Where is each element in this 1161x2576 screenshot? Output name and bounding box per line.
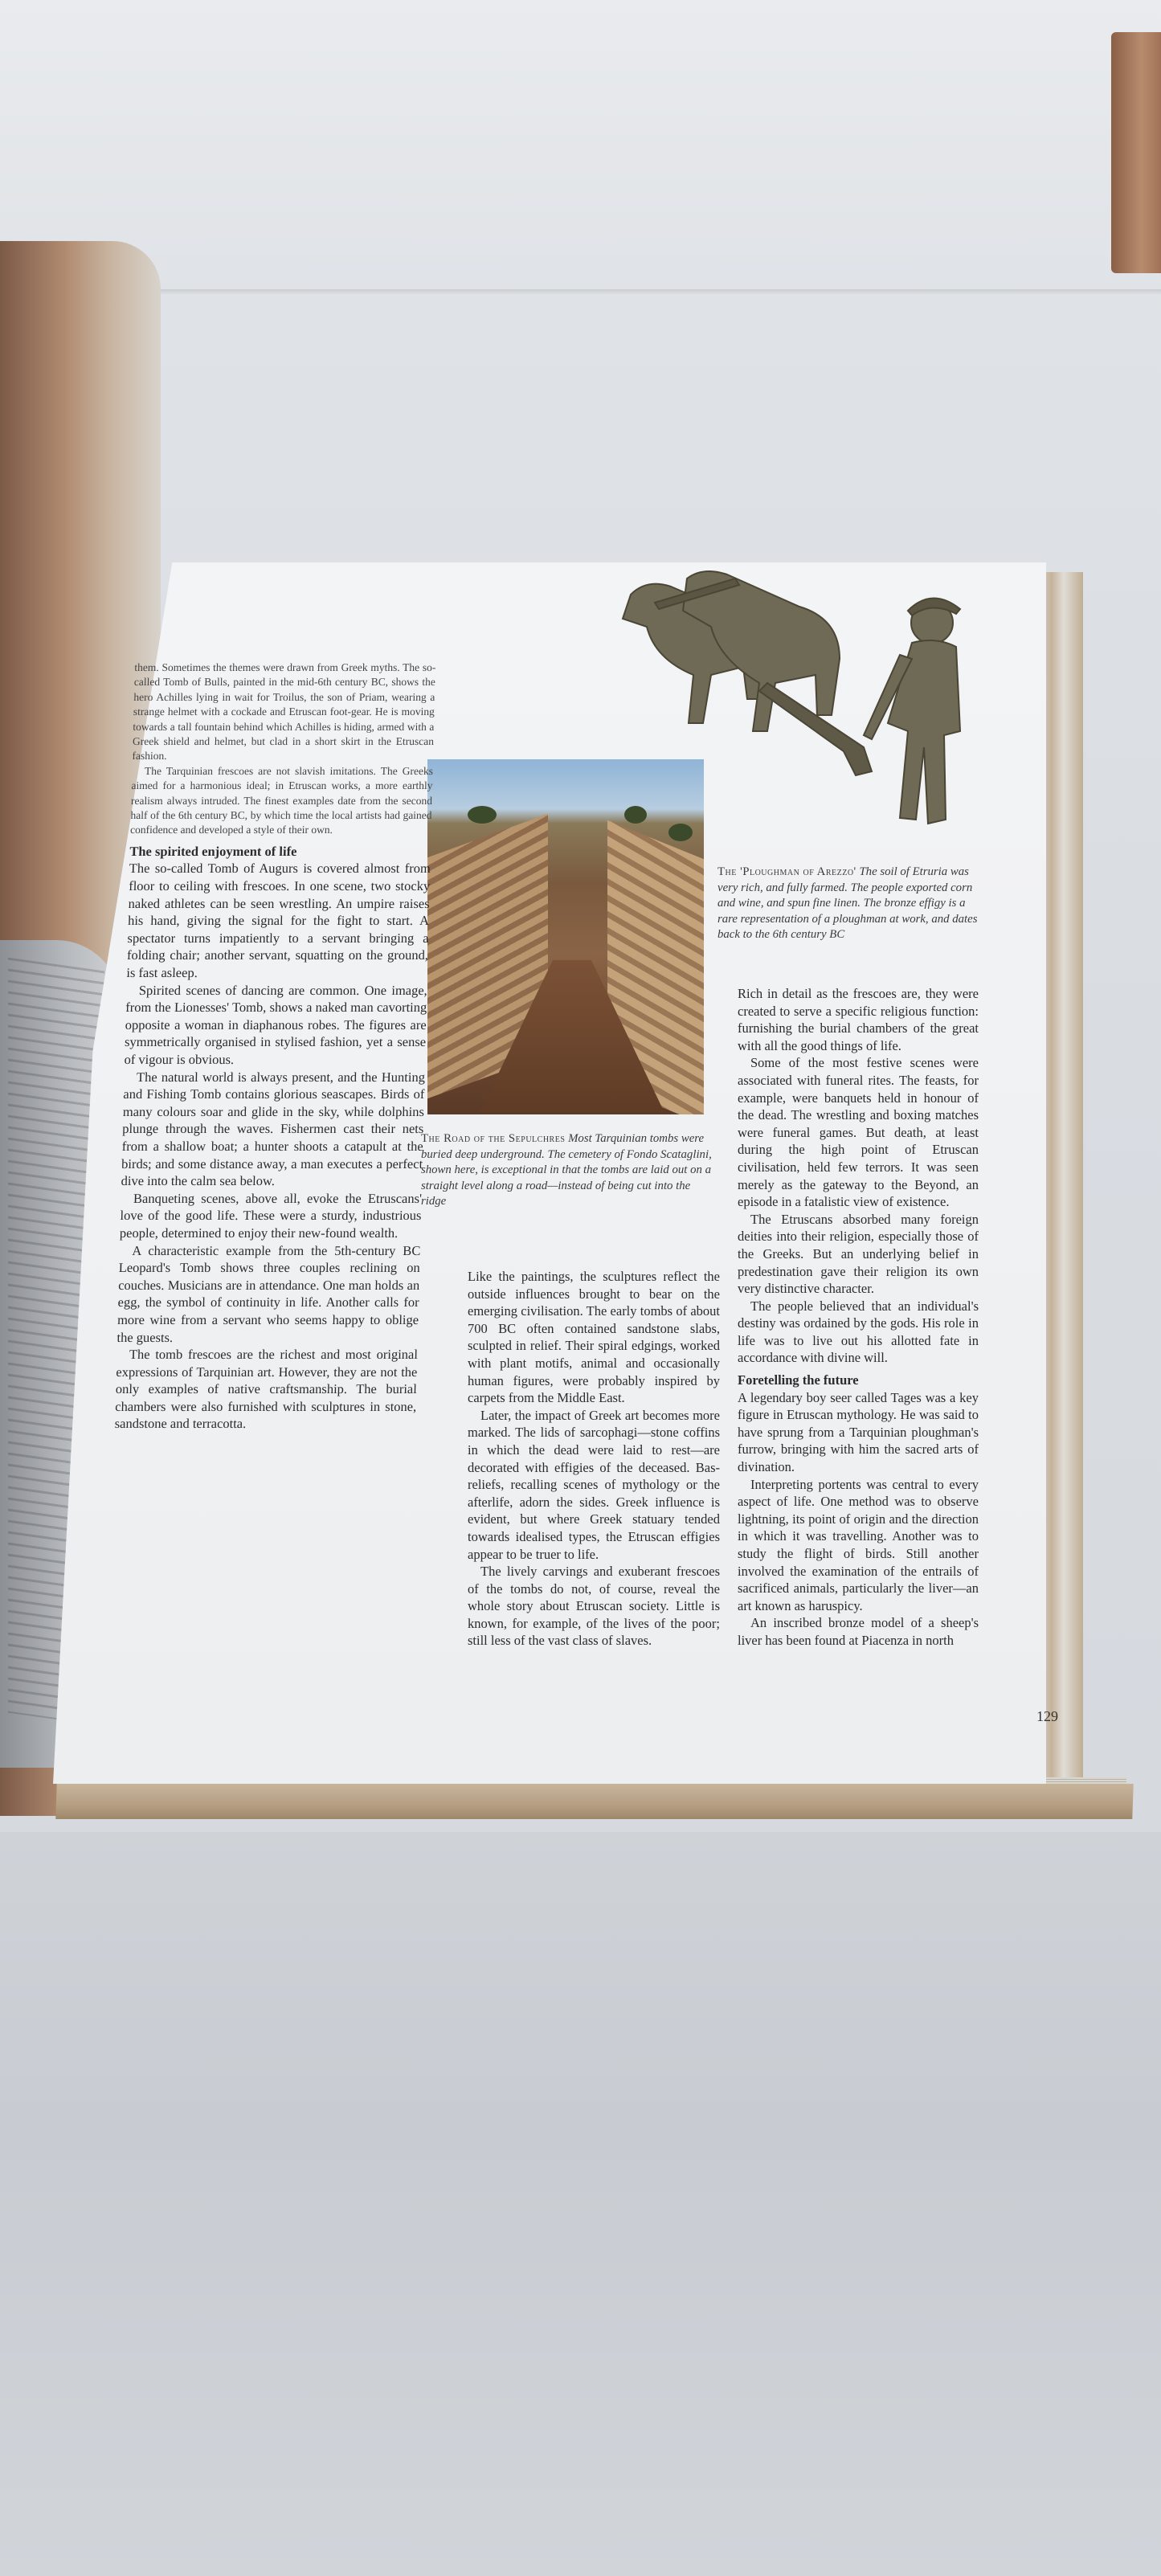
table-surface — [0, 1832, 1161, 2576]
left-column-paragraph: A characteristic example from the 5th-century BC Leopard's Tomb shows three couples reclining on couches. Musicians are in attendance. One man holds an egg, the symbol of continuity in life. Another calls for more wine from a servant who seems happy to oblige the guests. — [117, 1242, 421, 1345]
right-column-paragraph: Some of the most festive scenes were associated with funeral rites. The feasts, for example, were banquets held in honour of the dead. The wrestling and boxing matches were funeral games. But death, at least during the high point of Etruscan civilisation, held few terrors. It was seen merely as the gateway to the Beyond, an episode in a fatalistic view of existence. — [738, 1055, 979, 1210]
road-caption-lead: The Road of the Sepulchres — [421, 1132, 566, 1145]
left-column-paragraph: Spirited scenes of dancing are common. One image, from the Lionesses' Tomb, shows a naked man cavorting opposite a woman in diaphanous robes. The figures are symmetrically organised in stylised fashion, yet a sense of vigour is obvious. — [124, 982, 428, 1067]
section-heading-foretelling: Foretelling the future — [738, 1372, 859, 1388]
tree-left — [468, 806, 497, 824]
road-photo-caption — [421, 1131, 718, 1210]
shelf-edge — [0, 289, 1161, 296]
right-column-paragraph: The people believed that an individual's destiny was ordained by the gods. His role in life was to live out his allotted fate in accordance with divine will. — [738, 1298, 979, 1366]
plough — [759, 683, 872, 775]
road-of-sepulchres-photo — [427, 759, 704, 1114]
left-column-top-fragment: them. Sometimes the themes were drawn from Greek myths. The so-called Tomb of Bulls, painted in the mid-6th century BC, shows the hero Achilles lying in wait for Troilus, the son of Priam, wearing a strange helmet with a cockade and Etruscan foot-gear. He is moving towards a tall fountain behind which Achilles is hiding, armed with a Greek shield and helmet, but clad in a short skirt in the Etruscan fashion. — [132, 661, 436, 763]
right-column-paragraph: Interpreting portents was central to every aspect of life. One method was to observe lightning, its point of origin and the direction in which it was travelling. Another was to study the flight of birds. Still another involved the examination of the entrails of sacrificed animals, particularly the liver—an art known as haruspicy. — [738, 1476, 979, 1613]
right-column-paragraph: A legendary boy seer called Tages was a key figure in Etruscan mythology. He was said to have sprung from a Tarquinian ploughman's furrow, bringing with him the sacred arts of divination. — [738, 1389, 979, 1475]
right-column-paragraph: Rich in detail as the frescoes are, they were created to serve a specific religious function: furnishing the burial chambers of the great with all the good things of life. — [738, 986, 979, 1053]
wooden-block — [1111, 32, 1161, 273]
road-caption-text: Most Tarquinian tombs were buried deep underground. The cemetery of Fondo Scataglini, shown here, is exceptional in that the tombs are laid out on a straight level along a road—instead of being cut into the ridge — [421, 1132, 712, 1208]
middle-column-paragraph: Like the paintings, the sculptures reflect the outside influences brought to bear on the emerging civilisation. The early tombs of about 700 BC often contained sandstone slabs, sculpted in relief. Their spiral edgings, worked with plant motifs, animal and occasionally human figures, were probably inspired by carpets from the Middle East. — [468, 1269, 720, 1406]
left-column-paragraph: Banqueting scenes, above all, evoke the Etruscans' love of the good life. These were a sturdy, industrious people, determined to enjoy their new-found wealth. — [119, 1190, 423, 1241]
right-column-paragraph: The Etruscans absorbed many foreign deities into their religion, especially those of the Greeks. But an underlying belief in predestination gave their religion its own very distinctive character. — [738, 1211, 979, 1297]
page-number: 129 — [1036, 1708, 1058, 1724]
left-column-paragraph: The Tarquinian frescoes are not slavish imitations. The Greeks aimed for a harmonious ideal; in Etruscan works, a more earthly realism always intruded. The finest examples date from the second half of the 6th century BC, by which time the local artists had gained confidence and developed a style of their own. — [129, 764, 434, 836]
left-text-column — [114, 660, 435, 1433]
middle-column-paragraph: The lively carvings and exuberant frescoes of the tombs do not, of course, reveal the whole story about Etruscan society. Little is known, for example, of the lives of the poor; still less of the vast class of slaves. — [468, 1564, 720, 1649]
tree-middle — [624, 806, 647, 824]
left-column-paragraph: The so-called Tomb of Augurs is covered almost from floor to ceiling with frescoes. In one scene, two stocky naked athletes can be seen wrestling. An umpire raises his hand, giving the signal for the fight to start. A spectator turns impatiently to a servant bringing a folding chair; another servant, squatting on the ground, is fast asleep. — [126, 861, 431, 981]
right-column-paragraph: An inscribed bronze model of a sheep's liver has been found at Piacenza in north — [738, 1615, 979, 1648]
section-heading-enjoyment: The spirited enjoyment of life — [129, 843, 297, 859]
middle-column-paragraph: Later, the impact of Greek art becomes more marked. The lids of sarcophagi—stone coffins in which the dead were laid to rest—are decorated with effigies of the deceased. Bas-reliefs, recalling scenes of mythology or the afterlife, adorn the sides. Greek influence is evident, but where Greek statuary tended towards idealised types, the Etruscan effigies appear to be truer to life. — [468, 1407, 720, 1562]
tree-right — [668, 824, 693, 841]
ploughman-caption — [717, 865, 983, 943]
plough-caption-lead: The 'Ploughman of Arezzo' — [717, 865, 856, 878]
left-column-paragraph: The natural world is always present, and the Hunting and Fishing Tomb contains glorious seascapes. Birds of many colours soar and glide in the sky, while dolphins plunge through the waves. Fishermen cast their nets from a shallow boat; a hunter shoots a catapult at the birds; and some distance away, a man executes a perfect dive into the calm sea below. — [121, 1069, 426, 1189]
right-text-column — [738, 985, 979, 1650]
left-column-paragraph: The tomb frescoes are the richest and most original expressions of Tarquinian art. However, they are not the only examples of native craftsmanship. The burial chambers were also furnished with sculptures in stone, sandstone and terracotta. — [114, 1347, 419, 1432]
book-cover-edge — [55, 1784, 1134, 1819]
middle-text-column — [468, 1268, 720, 1650]
plough-caption-text: The soil of Etruria was very rich, and fully farmed. The people exported corn and wine, and spun fine linen. The bronze effigy is a rare representation of a ploughman at work, and dates back to the 6th century BC — [717, 865, 978, 941]
